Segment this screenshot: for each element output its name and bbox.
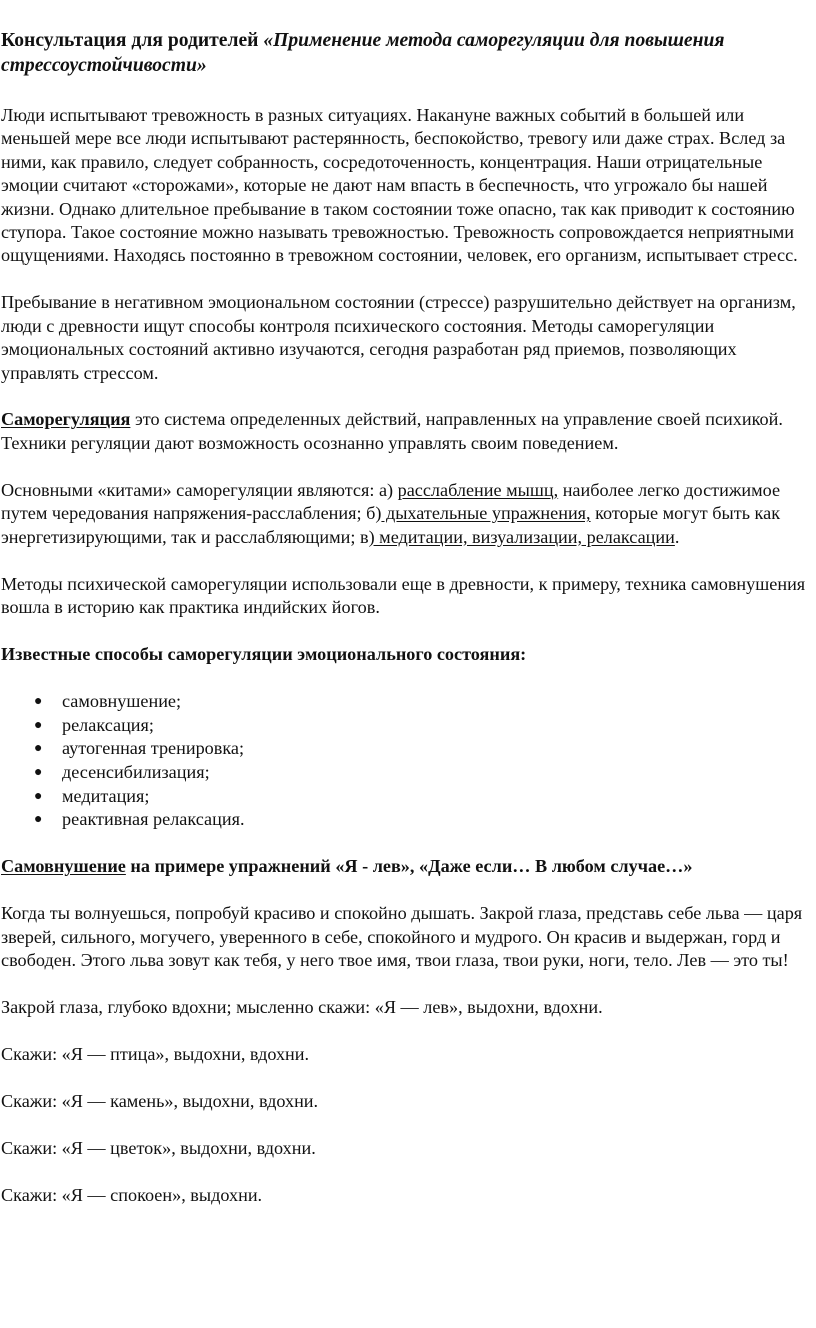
list-item-text: аутогенная тренировка; bbox=[62, 738, 245, 759]
bullet-icon: ● bbox=[34, 765, 43, 780]
paragraph-stress: Пребывание в негативном эмоциональном состоянии (стрессе) разрушительно действует на организм, люди с древности ищут способы контроля психического состояния. Методы саморегуляции эмоциональных состояний активно изучаются, сегодня разработан ряд приемов, позволяющих управлять стрессом. bbox=[1, 292, 796, 383]
list-item-text: реактивная релаксация. bbox=[62, 809, 245, 830]
list-item bbox=[0, 737, 816, 761]
list-item-text: медитация; bbox=[62, 785, 150, 806]
methods-list bbox=[0, 690, 816, 832]
paragraph-exercise-flower: Скажи: «Я — цветок», выдохни, вдохни. bbox=[1, 1137, 316, 1158]
title-prefix: Консультация для родителей bbox=[1, 30, 264, 51]
section-heading-rest: на примере упражнений «Я - лев», «Даже если… В любом случае…» bbox=[125, 856, 693, 877]
pillars-text-2: наиболее легко достижимое путем чередования напряжения-расслабления; б) bbox=[1, 479, 781, 524]
list-item bbox=[0, 785, 816, 809]
bullet-icon: ● bbox=[34, 741, 43, 757]
bullet-icon: ● bbox=[34, 788, 43, 804]
paragraph-exercise-stone: Скажи: «Я — камень», выдохни, вдохни. bbox=[1, 1090, 319, 1111]
paragraph-self-regulation-definition bbox=[0, 408, 816, 455]
list-item bbox=[0, 808, 816, 832]
pillar-breathing-exercises: дыхательные упражнения, bbox=[381, 503, 591, 524]
term-self-regulation: Саморегуляция bbox=[1, 409, 131, 430]
pillars-text-1: Основными «китами» саморегуляции являются: а) bbox=[1, 479, 398, 500]
section-heading-self-suggestion bbox=[0, 855, 816, 878]
pillars-text-4: . bbox=[674, 526, 680, 547]
document-title bbox=[0, 28, 816, 78]
bullet-icon: ● bbox=[34, 717, 43, 733]
list-item bbox=[0, 761, 816, 785]
document-page bbox=[0, 28, 816, 1207]
paragraph-lion-intro: Когда ты волнуешься, попробуй красиво и спокойно дышать. Закрой глаза, представь себе льва — царя зверей, сильного, могучего, уверенного в себе, спокойного и мудрого. Он красив и выдержан, горд и свободен. Этого льва зовут как тебя, у него твое имя, твои глаза, твои руки, ноги, тело. Лев — это ты! bbox=[1, 903, 803, 970]
list-item-text: релаксация; bbox=[62, 714, 154, 735]
paragraph-exercise-bird: Скажи: «Я — птица», выдохни, вдохни. bbox=[1, 1043, 310, 1064]
list-item-text: самовнушение; bbox=[62, 691, 182, 712]
methods-heading: Известные способы саморегуляции эмоционального состояния: bbox=[1, 643, 527, 664]
paragraph-exercise-lion: Закрой глаза, глубоко вдохни; мысленно скажи: «Я — лев», выдохни, вдохни. bbox=[1, 996, 603, 1017]
bullet-icon: ● bbox=[34, 812, 43, 828]
pillar-meditation: ) медитации, визуализации, релаксации bbox=[368, 526, 675, 547]
bullet-icon: ● bbox=[34, 694, 43, 710]
pillar-muscle-relaxation: расслабление мышц, bbox=[397, 479, 559, 500]
paragraph-pillars bbox=[0, 479, 816, 549]
paragraph-anxiety: Люди испытывают тревожность в разных ситуациях. Накануне важных событий в большей или меньшей мере все люди испытывают растерянность, беспокойство, тревогу или даже страх. Вслед за ними, как правило, следует собранность, сосредоточенность, концентрация. Наши отрицательные эмоции считают «сторожами», которые не дают нам впасть в беспечность, что угрожало бы нашей жизни. Однако длительное пребывание в таком состоянии тоже опасно, так как приводит к состоянию ступора. Такое состояние можно называть тревожностью. Тревожность сопровождается неприятными ощущениями. Находясь постоянно в тревожном состоянии, человек, его организм, испытывает стресс. bbox=[1, 105, 798, 266]
list-item bbox=[0, 690, 816, 714]
list-item bbox=[0, 714, 816, 738]
title-topic: «Применение метода саморегуляции для повышения стрессоустойчивости» bbox=[1, 30, 725, 76]
list-item-text: десенсибилизация; bbox=[62, 762, 210, 782]
definition-text: это система определенных действий, направленных на управление своей психикой. Техники регуляции дают возможность осознанно управлять своим поведением. bbox=[1, 409, 783, 453]
pillars-text-3: которые могут быть как энергетизирующими, так и расслабляющими; в bbox=[1, 503, 781, 547]
term-self-suggestion: Самовнушение bbox=[1, 856, 126, 877]
paragraph-exercise-calm: Скажи: «Я — спокоен», выдохни. bbox=[1, 1184, 263, 1205]
paragraph-history: Методы психической саморегуляции использовали еще в древности, к примеру, техника самовнушения вошла в историю как практика индийских йогов. bbox=[1, 573, 806, 617]
